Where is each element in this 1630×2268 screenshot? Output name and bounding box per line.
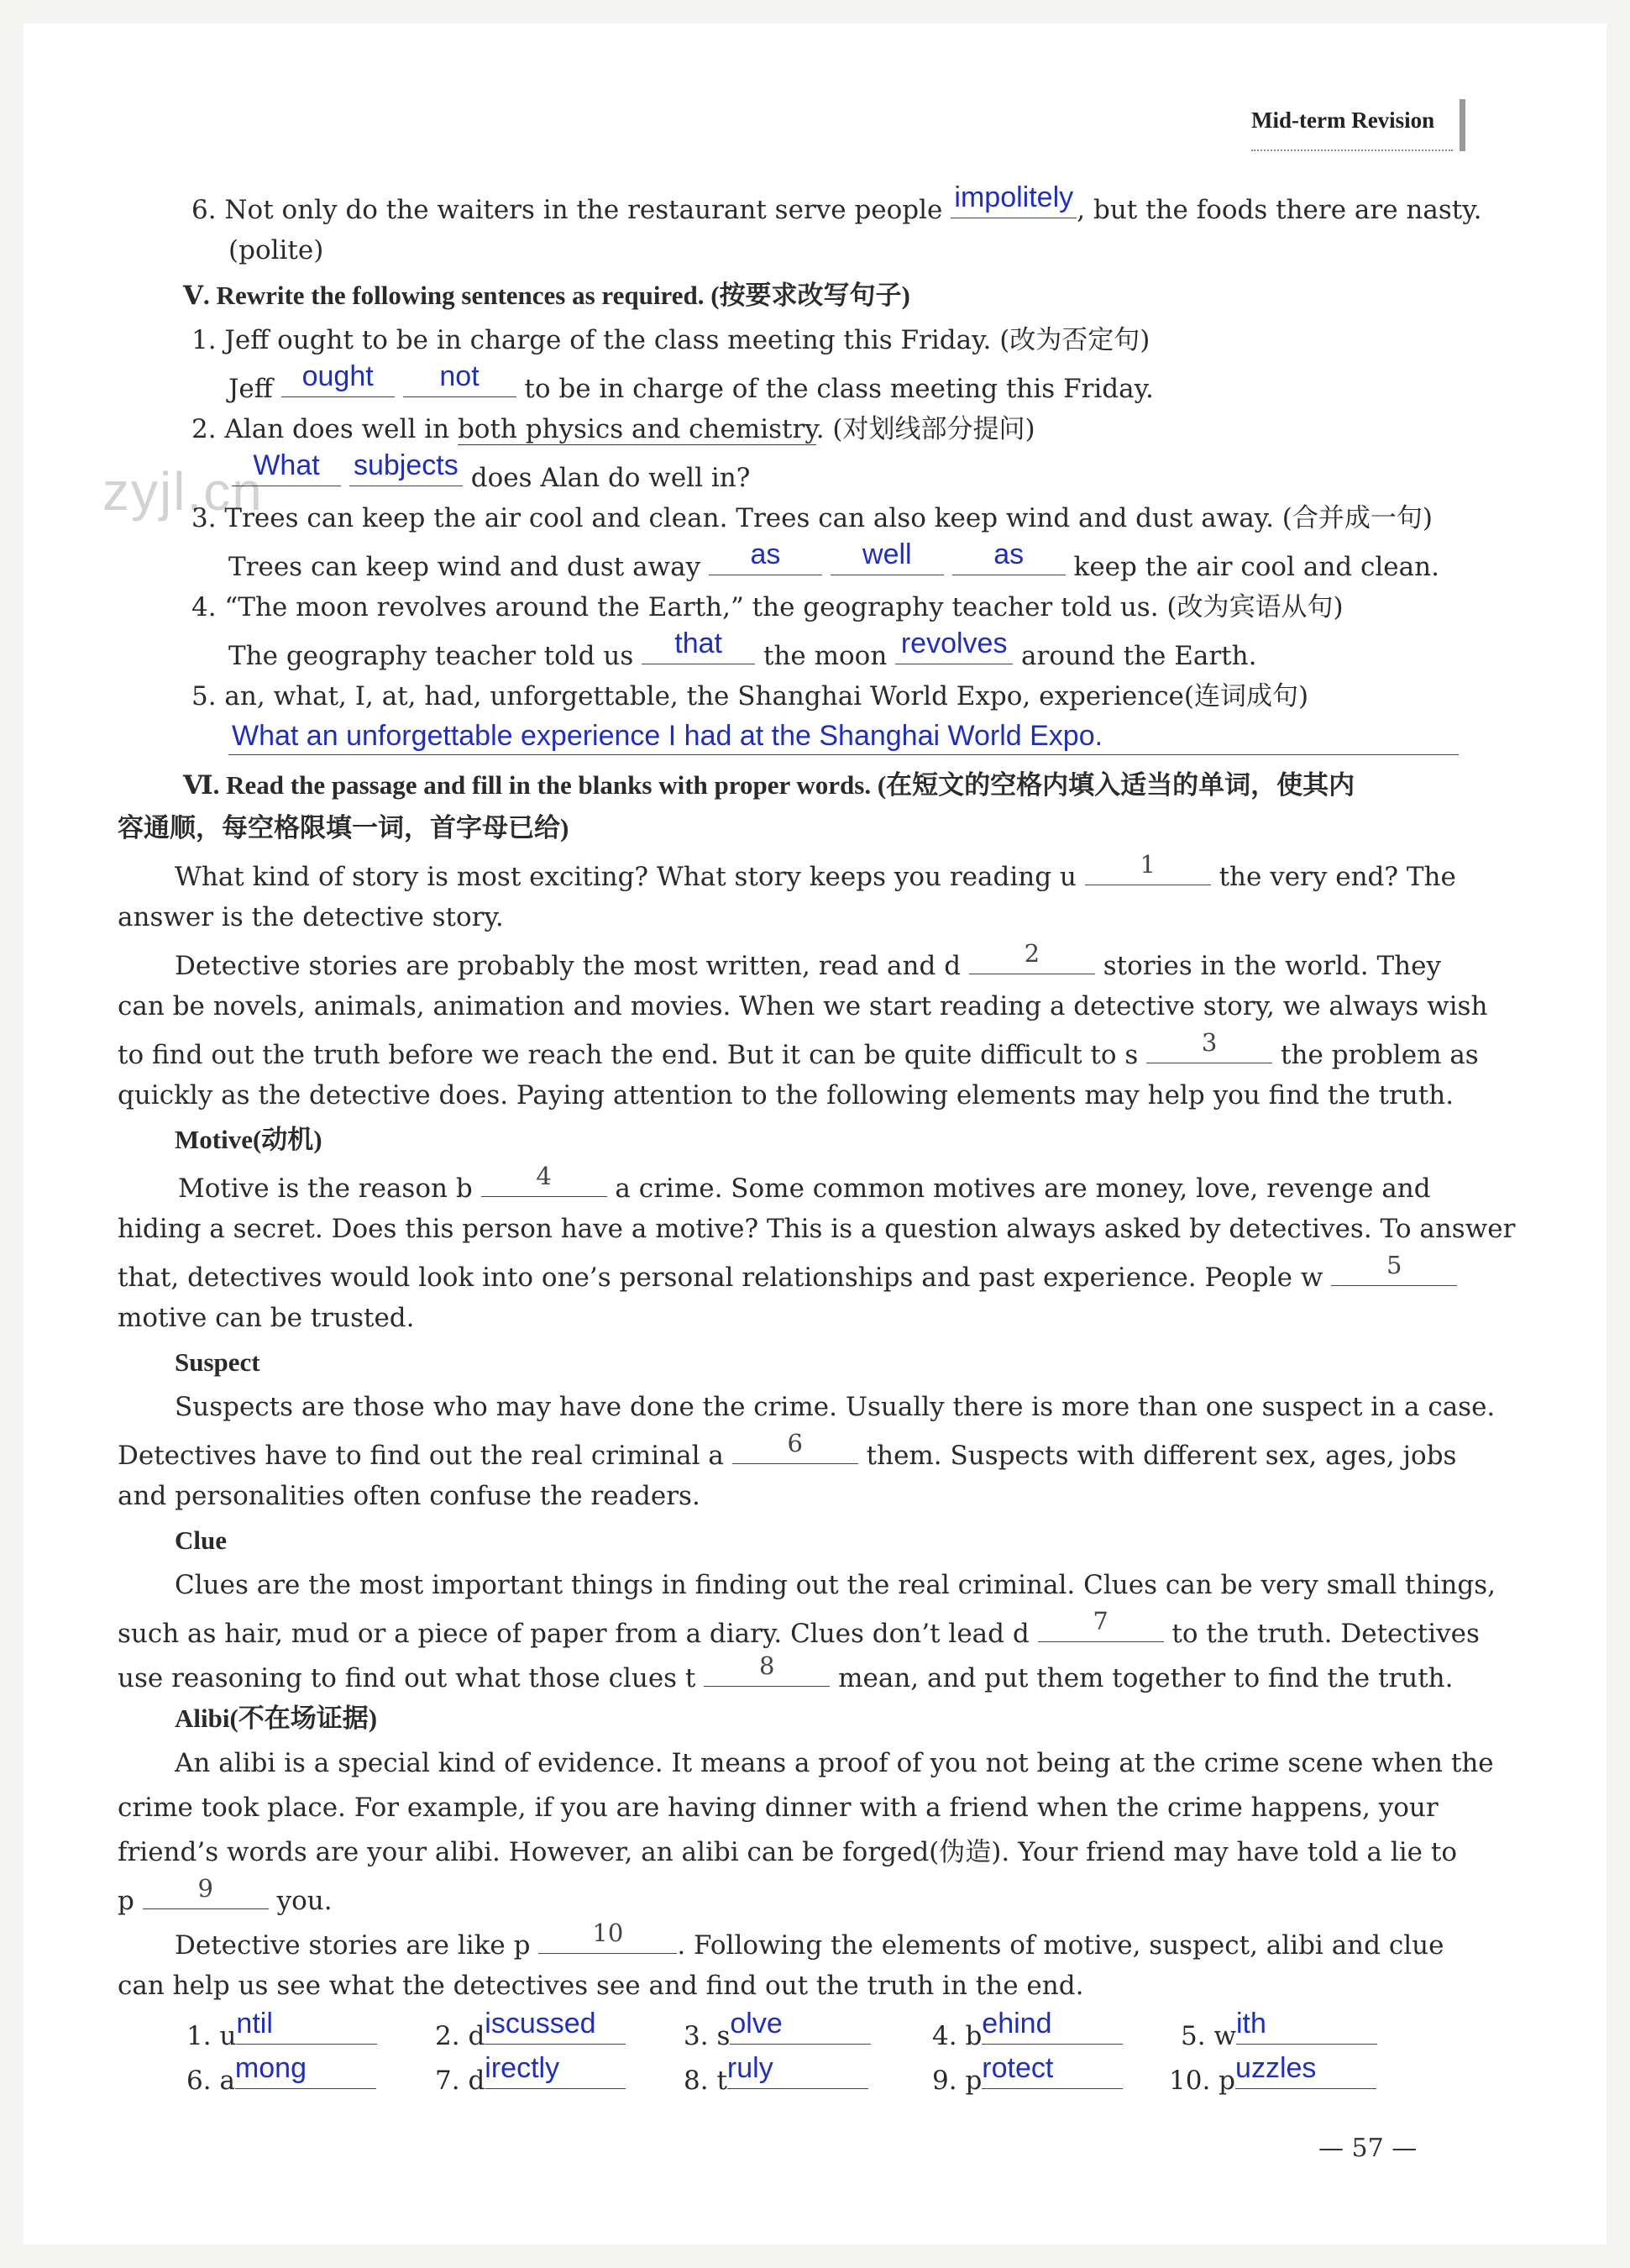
p5-line2: such as hair, mud or a piece of paper from a diary. Clues don’t lead d 7 to the truth. Detectives (118, 1607, 1480, 1649)
s5-q3-answer-line: Trees can keep wind and dust away as well as keep the air cool and clean. (228, 538, 1439, 582)
blank-3: 3 (1146, 1034, 1272, 1063)
answer-item: 10. p uzzles (1169, 2060, 1376, 2097)
s5-q4-blank-1: that (642, 635, 755, 664)
answer-item: 8. t ruly (684, 2060, 868, 2097)
p3-line2: hiding a secret. Does this person have a motive? This is a question always asked by detectives. To answer (118, 1214, 1516, 1244)
q6-hint: (polite) (228, 235, 324, 265)
watermark: zyjl.cn (102, 461, 264, 522)
s5-q3-prompt: 3. Trees can keep the air cool and clean. Trees can also keep wind and dust away. (合并成一句) (191, 503, 1433, 533)
p3-line1: Motive is the reason b 4 a crime. Some common motives are money, love, revenge and (178, 1162, 1431, 1204)
p5-line1: Clues are the most important things in finding out the real criminal. Clues can be very small things, (175, 1570, 1496, 1600)
s5-q2-blank-2: subjects (349, 457, 463, 486)
p2-line3: to find out the truth before we reach the end. But it can be quite difficult to s 3 the problem as (118, 1028, 1479, 1070)
s5-q2-answer-line: What subjects does Alan do well in? (232, 457, 750, 495)
p6-line4: p 9 you. (118, 1874, 333, 1916)
header-bar (1460, 99, 1465, 151)
s5-q1-blank-1: ought (281, 368, 395, 397)
q6-line: 6. Not only do the waiters in the restaurant serve people impolitely , but the foods there are nasty. (191, 181, 1482, 225)
p3-line3: that, detectives would look into one’s personal relationships and past experience. People w 5 (118, 1257, 1457, 1294)
p6-line3: friend’s words are your alibi. However, an alibi can be forged(伪造). Your friend may have told a lie to (118, 1837, 1457, 1867)
p6-line1: An alibi is a special kind of evidence. It means a proof of you not being at the crime scene when the (175, 1748, 1494, 1778)
blank-4: 4 (481, 1168, 607, 1197)
s5-q1-blank-2: not (403, 368, 516, 397)
heading-clue: Clue (175, 1525, 227, 1555)
answer-item: 7. d irectly (435, 2060, 626, 2097)
blank-5: 5 (1331, 1257, 1457, 1286)
blank-6: 6 (732, 1435, 858, 1464)
s5-q3-blank-1: as (709, 546, 822, 575)
answer-item: 1. u ntil (186, 2015, 377, 2053)
section5-title: Ⅴ. Rewrite the following sentences as required. (按要求改写句子) (183, 281, 910, 310)
p4-line3: and personalities often confuse the readers. (118, 1481, 700, 1511)
blank-10: 10 (538, 1924, 677, 1954)
answer-item: 9. p rotect (932, 2060, 1123, 2097)
p2-line4: quickly as the detective does. Paying attention to the following elements may help you find the truth. (118, 1080, 1454, 1110)
blank-2: 2 (969, 945, 1095, 974)
section6-title-line2: 容通顺，每空格限填一词，首字母已给) (118, 813, 569, 843)
s5-q4-answer-line: The geography teacher told us that the moon revolves around the Earth. (228, 627, 1257, 671)
p7-line2: can help us see what the detectives see and find out the truth in the end. (118, 1971, 1084, 2001)
s5-q5-prompt: 5. an, what, I, at, had, unforgettable, the Shanghai World Expo, experience(连词成句) (191, 681, 1309, 711)
blank-7: 7 (1038, 1613, 1164, 1642)
answer-item: 6. a mong (186, 2060, 376, 2097)
s5-q1-prompt: 1. Jeff ought to be in charge of the class meeting this Friday. (改为否定句) (191, 325, 1150, 355)
answer-item: 4. b ehind (932, 2015, 1123, 2053)
p4-line1: Suspects are those who may have done the crime. Usually there is more than one suspect in a case. (175, 1392, 1496, 1422)
answer-item: 3. s olve (684, 2015, 871, 2053)
p5-line3: use reasoning to find out what those clues t 8 mean, and put them together to find the truth. (118, 1651, 1454, 1693)
answer-item: 5. w ith (1181, 2015, 1377, 2053)
p1-line2: answer is the detective story. (118, 902, 504, 932)
header-rule (1251, 150, 1453, 151)
p6-line2: crime took place. For example, if you are having dinner with a friend when the crime happens, your (118, 1793, 1439, 1823)
blank-9: 9 (143, 1880, 269, 1909)
section6-title-line1: Ⅵ. Read the passage and fill in the blanks with proper words. (在短文的空格内填入适当的单词，使其内 (183, 770, 1355, 800)
s5-q3-blank-2: well (831, 546, 944, 575)
heading-alibi: Alibi(不在场证据) (175, 1704, 378, 1733)
heading-suspect: Suspect (175, 1347, 260, 1377)
page-header-title: Mid-term Revision (1251, 108, 1435, 133)
heading-motive: Motive(动机) (175, 1125, 322, 1154)
s5-q2-blank-1: What (232, 457, 341, 486)
p2-line1: Detective stories are probably the most written, read and d 2 stories in the world. They (175, 939, 1441, 981)
s5-q4-blank-2: revolves (895, 635, 1013, 664)
s5-q1-answer-line: Jeff ought not to be in charge of the class meeting this Friday. (228, 360, 1154, 404)
q6-blank: impolitely (951, 189, 1077, 218)
answer-item: 2. d iscussed (435, 2015, 626, 2053)
p1-line1: What kind of story is most exciting? What story keeps you reading u 1 the very end? The (175, 850, 1456, 892)
p3-line4: motive can be trusted. (118, 1303, 415, 1333)
s5-q4-prompt: 4. “The moon revolves around the Earth,” the geography teacher told us. (改为宾语从句) (191, 592, 1344, 622)
p4-line2: Detectives have to find out the real criminal a 6 them. Suspects with different sex, ages, jobs (118, 1429, 1457, 1471)
page-number: — 57 — (1318, 2134, 1418, 2163)
s5-q2-prompt: 2. Alan does well in both physics and chemistry. (对划线部分提问) (191, 414, 1035, 444)
p2-line2: can be novels, animals, animation and movies. When we start reading a detective story, we always wish (118, 991, 1488, 1021)
blank-8: 8 (704, 1657, 830, 1687)
s5-q3-blank-3: as (952, 546, 1066, 575)
blank-1: 1 (1085, 856, 1211, 885)
p7-line1: Detective stories are like p 10 . Following the elements of motive, suspect, alibi and clue (175, 1919, 1444, 1961)
s5-q5-answer-line: What an unforgettable experience I had at the Shanghai World Expo. (228, 721, 1459, 755)
